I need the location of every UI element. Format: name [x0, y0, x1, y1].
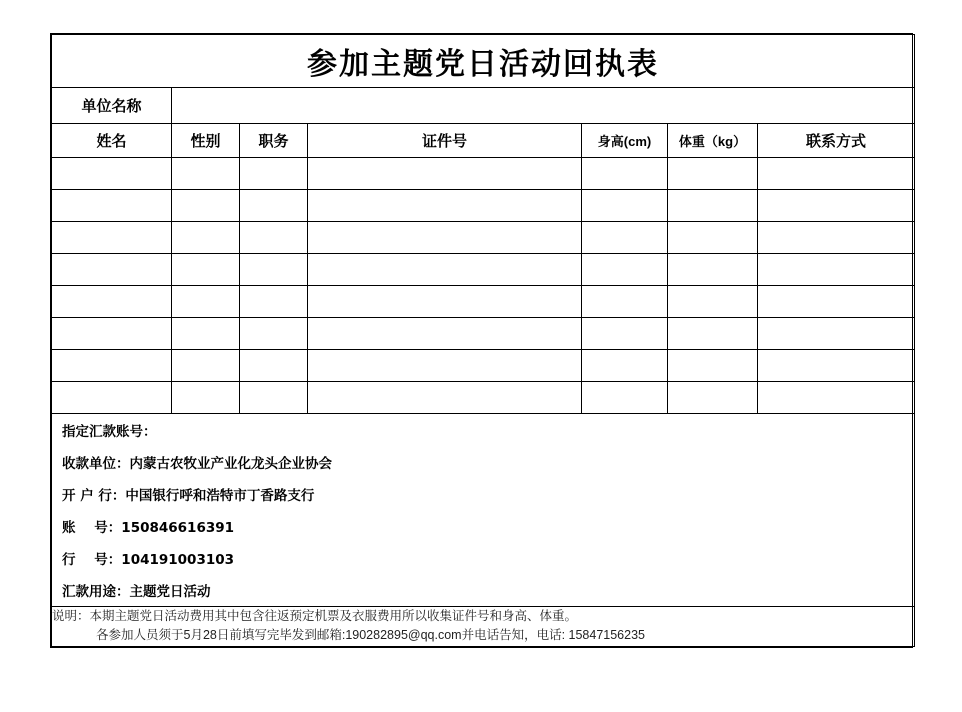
cell-contact[interactable] [758, 350, 915, 382]
cell-gender[interactable] [172, 222, 240, 254]
remittance-payee: 收款单位：内蒙古农牧业产业化龙头企业协会 [62, 456, 332, 472]
cell-name[interactable] [52, 190, 172, 222]
notes-row [52, 607, 915, 647]
cell-height[interactable] [582, 190, 668, 222]
page-title: 参加主题党日活动回执表 [52, 35, 915, 88]
remittance-account-number: 账 号：150846616391 [62, 520, 235, 536]
cell-height[interactable] [582, 286, 668, 318]
cell-id-number[interactable] [308, 318, 582, 350]
cell-contact[interactable] [758, 318, 915, 350]
column-header-weight: 体重（kg） [668, 124, 758, 158]
cell-name[interactable] [52, 382, 172, 414]
cell-gender[interactable] [172, 286, 240, 318]
cell-id-number[interactable] [308, 350, 582, 382]
cell-contact[interactable] [758, 382, 915, 414]
cell-height[interactable] [582, 350, 668, 382]
table-row[interactable] [52, 158, 915, 190]
cell-name[interactable] [52, 254, 172, 286]
receipt-form-document [50, 33, 913, 648]
remittance-bank-code: 行 号：104191003103 [62, 552, 235, 568]
cell-name[interactable] [52, 286, 172, 318]
cell-position[interactable] [240, 158, 308, 190]
cell-gender[interactable] [172, 382, 240, 414]
cell-contact[interactable] [758, 158, 915, 190]
cell-position[interactable] [240, 318, 308, 350]
cell-contact[interactable] [758, 222, 915, 254]
cell-weight[interactable] [668, 382, 758, 414]
cell-weight[interactable] [668, 254, 758, 286]
table-row[interactable] [52, 286, 915, 318]
note-line-1: 说明：本期主题党日活动费用其中包含往返预定机票及衣服费用所以收集证件号和身高、体重。 [52, 609, 578, 623]
cell-height[interactable] [582, 222, 668, 254]
cell-gender[interactable] [172, 190, 240, 222]
remittance-row [52, 414, 915, 607]
table-row[interactable] [52, 350, 915, 382]
table-row[interactable] [52, 254, 915, 286]
cell-id-number[interactable] [308, 286, 582, 318]
remittance-heading: 指定汇款账号： [62, 424, 157, 440]
cell-height[interactable] [582, 382, 668, 414]
cell-weight[interactable] [668, 222, 758, 254]
cell-name[interactable] [52, 222, 172, 254]
column-header-id-number: 证件号 [308, 124, 582, 158]
cell-id-number[interactable] [308, 158, 582, 190]
cell-contact[interactable] [758, 190, 915, 222]
remittance-block [52, 414, 915, 607]
unit-name-label: 单位名称 [52, 88, 172, 124]
cell-height[interactable] [582, 318, 668, 350]
remittance-purpose: 汇款用途：主题党日活动 [62, 584, 211, 600]
cell-height[interactable] [582, 158, 668, 190]
unit-name-input[interactable] [172, 88, 915, 124]
notes-block [52, 607, 915, 647]
column-header-gender: 性别 [172, 124, 240, 158]
cell-id-number[interactable] [308, 222, 582, 254]
title-row [52, 35, 915, 88]
column-header-contact: 联系方式 [758, 124, 915, 158]
cell-gender[interactable] [172, 350, 240, 382]
cell-name[interactable] [52, 158, 172, 190]
cell-id-number[interactable] [308, 190, 582, 222]
note-line-2: 各参加人员须于5月28日前填写完毕发到邮箱:190282895@qq.com并电话告知，电话: 15847156235 [96, 628, 645, 643]
cell-id-number[interactable] [308, 254, 582, 286]
cell-gender[interactable] [172, 318, 240, 350]
table-row[interactable] [52, 382, 915, 414]
cell-weight[interactable] [668, 318, 758, 350]
cell-name[interactable] [52, 318, 172, 350]
table-row[interactable] [52, 318, 915, 350]
cell-position[interactable] [240, 254, 308, 286]
unit-row [52, 88, 915, 124]
cell-height[interactable] [582, 254, 668, 286]
cell-position[interactable] [240, 190, 308, 222]
form-table [51, 34, 915, 647]
column-header-name: 姓名 [52, 124, 172, 158]
cell-position[interactable] [240, 286, 308, 318]
remittance-bank: 开 户 行：中国银行呼和浩特市丁香路支行 [62, 488, 315, 504]
column-header-position: 职务 [240, 124, 308, 158]
cell-contact[interactable] [758, 286, 915, 318]
cell-position[interactable] [240, 382, 308, 414]
column-header-row [52, 124, 915, 158]
table-row[interactable] [52, 222, 915, 254]
cell-weight[interactable] [668, 286, 758, 318]
cell-contact[interactable] [758, 254, 915, 286]
cell-weight[interactable] [668, 190, 758, 222]
table-row[interactable] [52, 190, 915, 222]
cell-position[interactable] [240, 350, 308, 382]
cell-weight[interactable] [668, 350, 758, 382]
column-header-height: 身高(cm) [582, 124, 668, 158]
cell-weight[interactable] [668, 158, 758, 190]
cell-name[interactable] [52, 350, 172, 382]
cell-gender[interactable] [172, 254, 240, 286]
cell-gender[interactable] [172, 158, 240, 190]
cell-position[interactable] [240, 222, 308, 254]
cell-id-number[interactable] [308, 382, 582, 414]
